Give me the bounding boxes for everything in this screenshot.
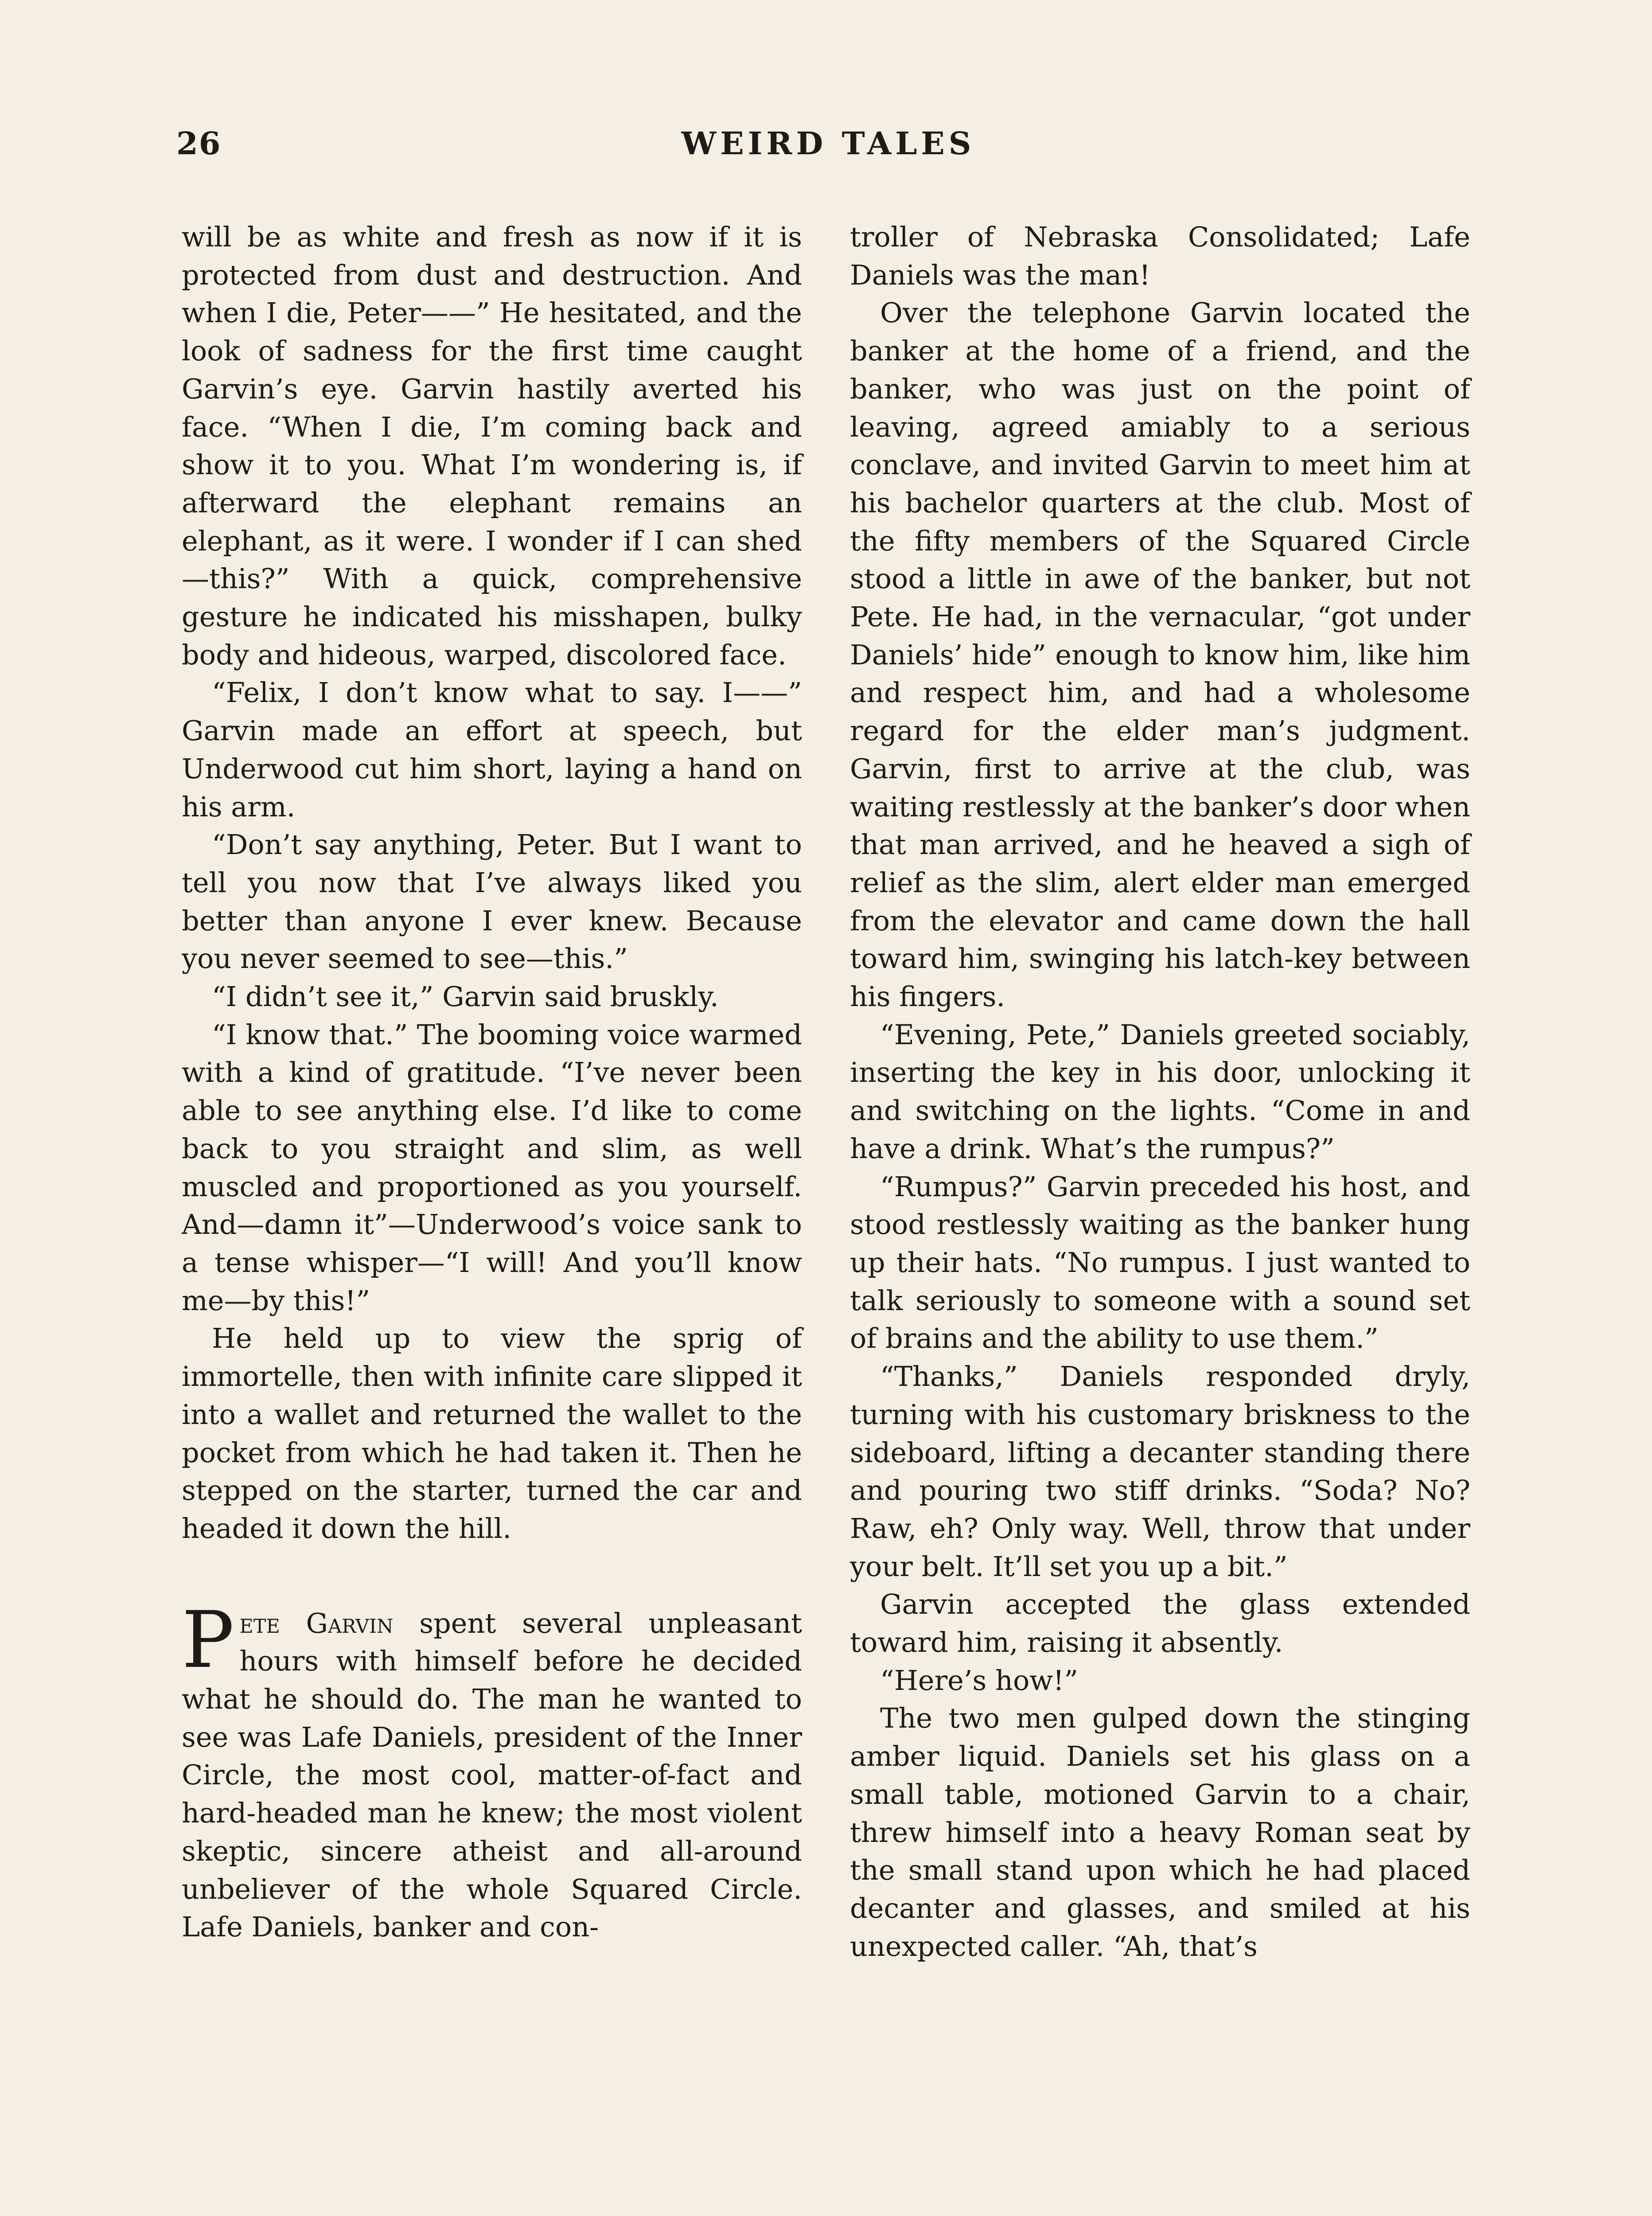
- running-title: WEIRD TALES: [681, 125, 975, 162]
- right-column: [850, 218, 1470, 1965]
- paragraph: He held up to view the sprig of immortelle, then with infinite care slipped it into a wallet and returned the wallet to the pocket from which he had taken it. Then he stepped on the starter, turned the car and headed it down the hill.: [182, 1322, 802, 1545]
- section-text: spent several unpleasant hours with himself before he decided what he should do. The man he wanted to see was Lafe Daniels, president of the Inner Circle, the most cool, matter-of-fact and hard-headed man he knew; the most violent skeptic, sincere atheist and all-around unbeliever of the whole Squared Circle. Lafe Daniels, banker and con-: [182, 1607, 802, 1943]
- paragraph: Over the telephone Garvin located the banker at the home of a friend, and the banker, who was just on the point of leaving, agreed amiably to a serious conclave, and invited Garvin to meet him at his bachelor quarters at the club. Most of the fifty members of the Squared Circle stood a little in awe of the banker, but not Pete. He had, in the vernacular, “got under Daniels’ hide” enough to know him, like him and respect him, and had a wholesome regard for the elder man’s judgment. Garvin, first to arrive at the club, was waiting restlessly at the banker’s door when that man arrived, and he heaved a sigh of relief as the slim, alert elder man emerged from the elevator and came down the hall toward him, swinging his latch-key between his fingers.: [850, 297, 1470, 1013]
- page-header: [176, 125, 1480, 178]
- section-opening-paragraph: [182, 1594, 802, 1946]
- drop-cap: P: [182, 1594, 234, 1685]
- paragraph: “Evening, Pete,” Daniels greeted sociably, inserting the key in his door, unlocking it and switching on the lights. “Come in and have a drink. What’s the rumpus?”: [850, 1018, 1470, 1165]
- paragraph: “Here’s how!”: [880, 1664, 1078, 1697]
- paragraph: The two men gulped down the stinging amber liquid. Daniels set his glass on a small table, motioned Garvin to a chair, threw himself into a heavy Roman seat by the small stand upon which he had placed decanter and glasses, and smiled at his unexpected caller. “Ah, that’s: [850, 1702, 1470, 1962]
- paragraph: Garvin accepted the glass extended toward him, raising it absently.: [850, 1588, 1470, 1659]
- paragraph: “Don’t say anything, Peter. But I want to tell you now that I’ve always liked you better than anyone I ever knew. Because you never seemed to see—this.”: [182, 828, 802, 975]
- paragraph: “Felix, I don’t know what to say. I——” Garvin made an effort at speech, but Underwood cut him short, laying a hand on his arm.: [182, 676, 802, 823]
- paragraph: “Thanks,” Daniels responded dryly, turning with his customary briskness to the sideboard, lifting a decanter standing there and pouring two stiff drinks. “Soda? No? Raw, eh? Only way. Well, throw that under your belt. It’ll set you up a bit.”: [850, 1360, 1470, 1583]
- left-column: [182, 218, 802, 1946]
- paragraph: “I didn’t see it,” Garvin said bruskly.: [212, 980, 719, 1013]
- page-number: 26: [176, 125, 222, 162]
- paragraph: troller of Nebraska Consolidated; Lafe Daniels was the man!: [850, 221, 1470, 291]
- paragraph: “I know that.” The booming voice warmed with a kind of gratitude. “I’ve never been able to see anything else. I’d like to come back to you straight and slim, as well muscled and proportioned as you yourself. And—damn it”—Underwood’s voice sank to a tense whisper—“I will! And you’ll know me—by this!”: [182, 1018, 802, 1317]
- paragraph: will be as white and fresh as now if it is protected from dust and destruction. And when I die, Peter——” He hesitated, and the look of sadness for the first time caught Garvin’s eye. Garvin hastily averted his face. “When I die, I’m coming back and show it to you. What I’m wondering is, if afterward the elephant remains an elephant, as it were. I wonder if I can shed—this?” With a quick, comprehensive gesture he indicated his misshapen, bulky body and hideous, warped, discolored face.: [182, 221, 802, 671]
- small-caps-lead: ete Garvin: [239, 1607, 394, 1639]
- paragraph: “Rumpus?” Garvin preceded his host, and stood restlessly waiting as the banker hung up their hats. “No rumpus. I just wanted to talk seriously to someone with a sound set of brains and the ability to use them.”: [850, 1170, 1470, 1355]
